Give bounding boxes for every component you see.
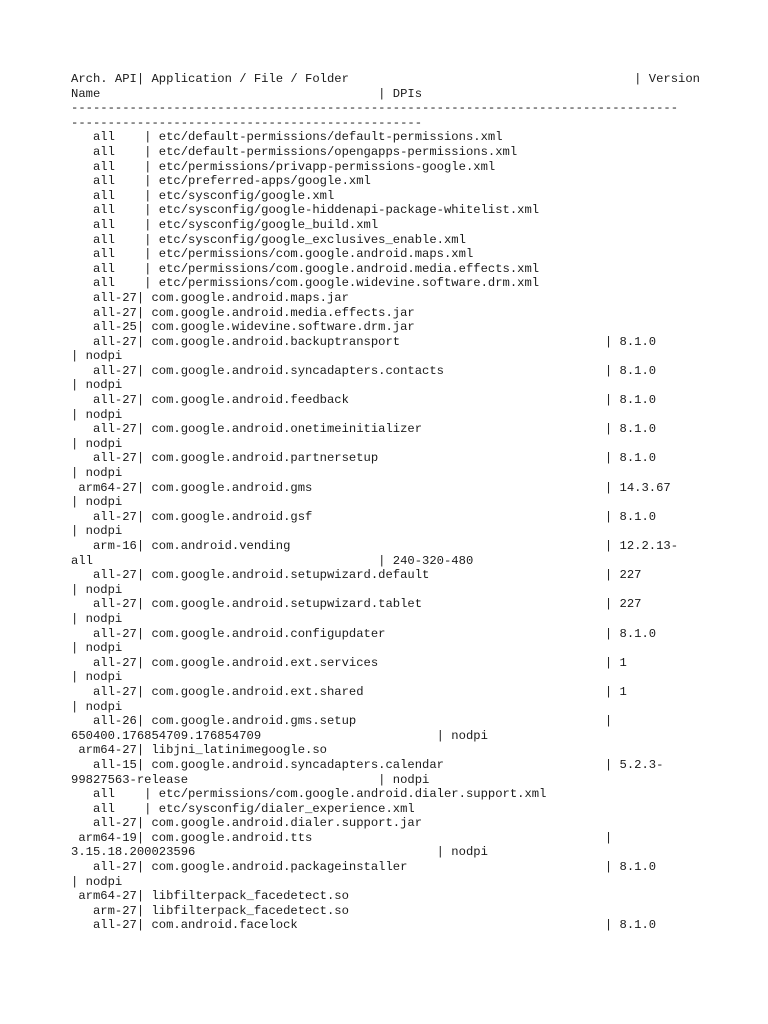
package-line: all-27| com.google.android.gsf | 8.1.0 xyxy=(71,509,657,524)
package-line: all | etc/sysconfig/google.xml xyxy=(71,188,335,203)
package-line: all | etc/sysconfig/google_build.xml xyxy=(71,217,379,232)
package-line: arm64-19| com.google.android.tts | xyxy=(71,830,613,845)
package-line: all-27| com.google.android.maps.jar xyxy=(71,290,349,305)
header-line: ------------------------------------------------ xyxy=(71,115,423,130)
package-line: all-27| com.google.android.ext.services | 1 xyxy=(71,655,627,670)
package-line: 3.15.18.200023596 | nodpi xyxy=(71,845,488,860)
package-line: arm64-27| com.google.android.gms | 14.3.67 xyxy=(71,480,671,495)
header-line: ----------------------------------------------------------------------------------- xyxy=(71,101,679,116)
package-line: all-27| com.google.android.feedback | 8.1.0 xyxy=(71,393,657,408)
package-line: all-15| com.google.android.syncadapters.calendar | 5.2.3- xyxy=(71,757,664,772)
package-line: arm64-27| libjni_latinimegoogle.so xyxy=(71,743,327,758)
package-line: | nodpi xyxy=(71,466,123,481)
package-line: all | 240-320-480 xyxy=(71,553,474,568)
package-line: all-27| com.google.android.setupwizard.default | 227 xyxy=(71,568,642,583)
package-line: all | etc/permissions/com.google.android.media.effects.xml xyxy=(71,261,540,276)
package-line: | nodpi xyxy=(71,611,123,626)
package-line: | nodpi xyxy=(71,436,123,451)
package-line: all | etc/permissions/com.google.android.dialer.support.xml xyxy=(71,787,547,802)
package-line: all-27| com.google.android.syncadapters.contacts | 8.1.0 xyxy=(71,363,657,378)
package-line: all | etc/default-permissions/default-permissions.xml xyxy=(71,130,503,145)
package-line: | nodpi xyxy=(71,874,123,889)
package-line: 99827563-release | nodpi xyxy=(71,772,430,787)
package-line: all | etc/default-permissions/opengapps-permissions.xml xyxy=(71,144,518,159)
package-line: all | etc/permissions/com.google.widevine.software.drm.xml xyxy=(71,276,540,291)
package-line: all | etc/sysconfig/dialer_experience.xml xyxy=(71,801,415,816)
package-line: all-27| com.google.android.setupwizard.tablet | 227 xyxy=(71,597,642,612)
package-line: 650400.176854709.176854709 | nodpi xyxy=(71,728,488,743)
package-line: | nodpi xyxy=(71,582,123,597)
package-line: all | etc/permissions/com.google.android.maps.xml xyxy=(71,247,474,262)
package-line: all | etc/preferred-apps/google.xml xyxy=(71,174,371,189)
package-line: arm-27| libfilterpack_facedetect.so xyxy=(71,903,349,918)
package-line: all-27| com.google.android.configupdater | 8.1.0 xyxy=(71,626,657,641)
package-list-document xyxy=(71,72,711,933)
package-line: all | etc/sysconfig/google_exclusives_enable.xml xyxy=(71,232,466,247)
package-line: | nodpi xyxy=(71,349,123,364)
package-line: all-27| com.google.android.media.effects.jar xyxy=(71,305,415,320)
package-line: | nodpi xyxy=(71,495,123,510)
package-line: | nodpi xyxy=(71,641,123,656)
package-line: all-27| com.google.android.ext.shared | 1 xyxy=(71,684,627,699)
package-line: | nodpi xyxy=(71,670,123,685)
package-line: | nodpi xyxy=(71,407,123,422)
package-line: | nodpi xyxy=(71,699,123,714)
package-line: arm64-27| libfilterpack_facedetect.so xyxy=(71,889,349,904)
package-line: all-27| com.google.android.backuptransport | 8.1.0 xyxy=(71,334,657,349)
package-line: all-27| com.google.android.onetimeinitializer | 8.1.0 xyxy=(71,422,657,437)
package-line: all-26| com.google.android.gms.setup | xyxy=(71,714,613,729)
package-line: all-25| com.google.widevine.software.drm.jar xyxy=(71,320,415,335)
header-line: Name | DPIs xyxy=(71,86,423,101)
package-line: all-27| com.google.android.dialer.support.jar xyxy=(71,816,423,831)
package-line: all-27| com.android.facelock | 8.1.0 xyxy=(71,918,657,933)
package-line: all | etc/permissions/privapp-permissions-google.xml xyxy=(71,159,496,174)
package-line: all-27| com.google.android.packageinstaller | 8.1.0 xyxy=(71,860,657,875)
package-line: all-27| com.google.android.partnersetup | 8.1.0 xyxy=(71,451,657,466)
package-line: | nodpi xyxy=(71,524,123,539)
package-line: | nodpi xyxy=(71,378,123,393)
package-line: arm-16| com.android.vending | 12.2.13- xyxy=(71,539,679,553)
package-line: all | etc/sysconfig/google-hiddenapi-package-whitelist.xml xyxy=(71,203,540,218)
header-line: Arch. API| Application / File / Folder | Version xyxy=(71,72,700,86)
